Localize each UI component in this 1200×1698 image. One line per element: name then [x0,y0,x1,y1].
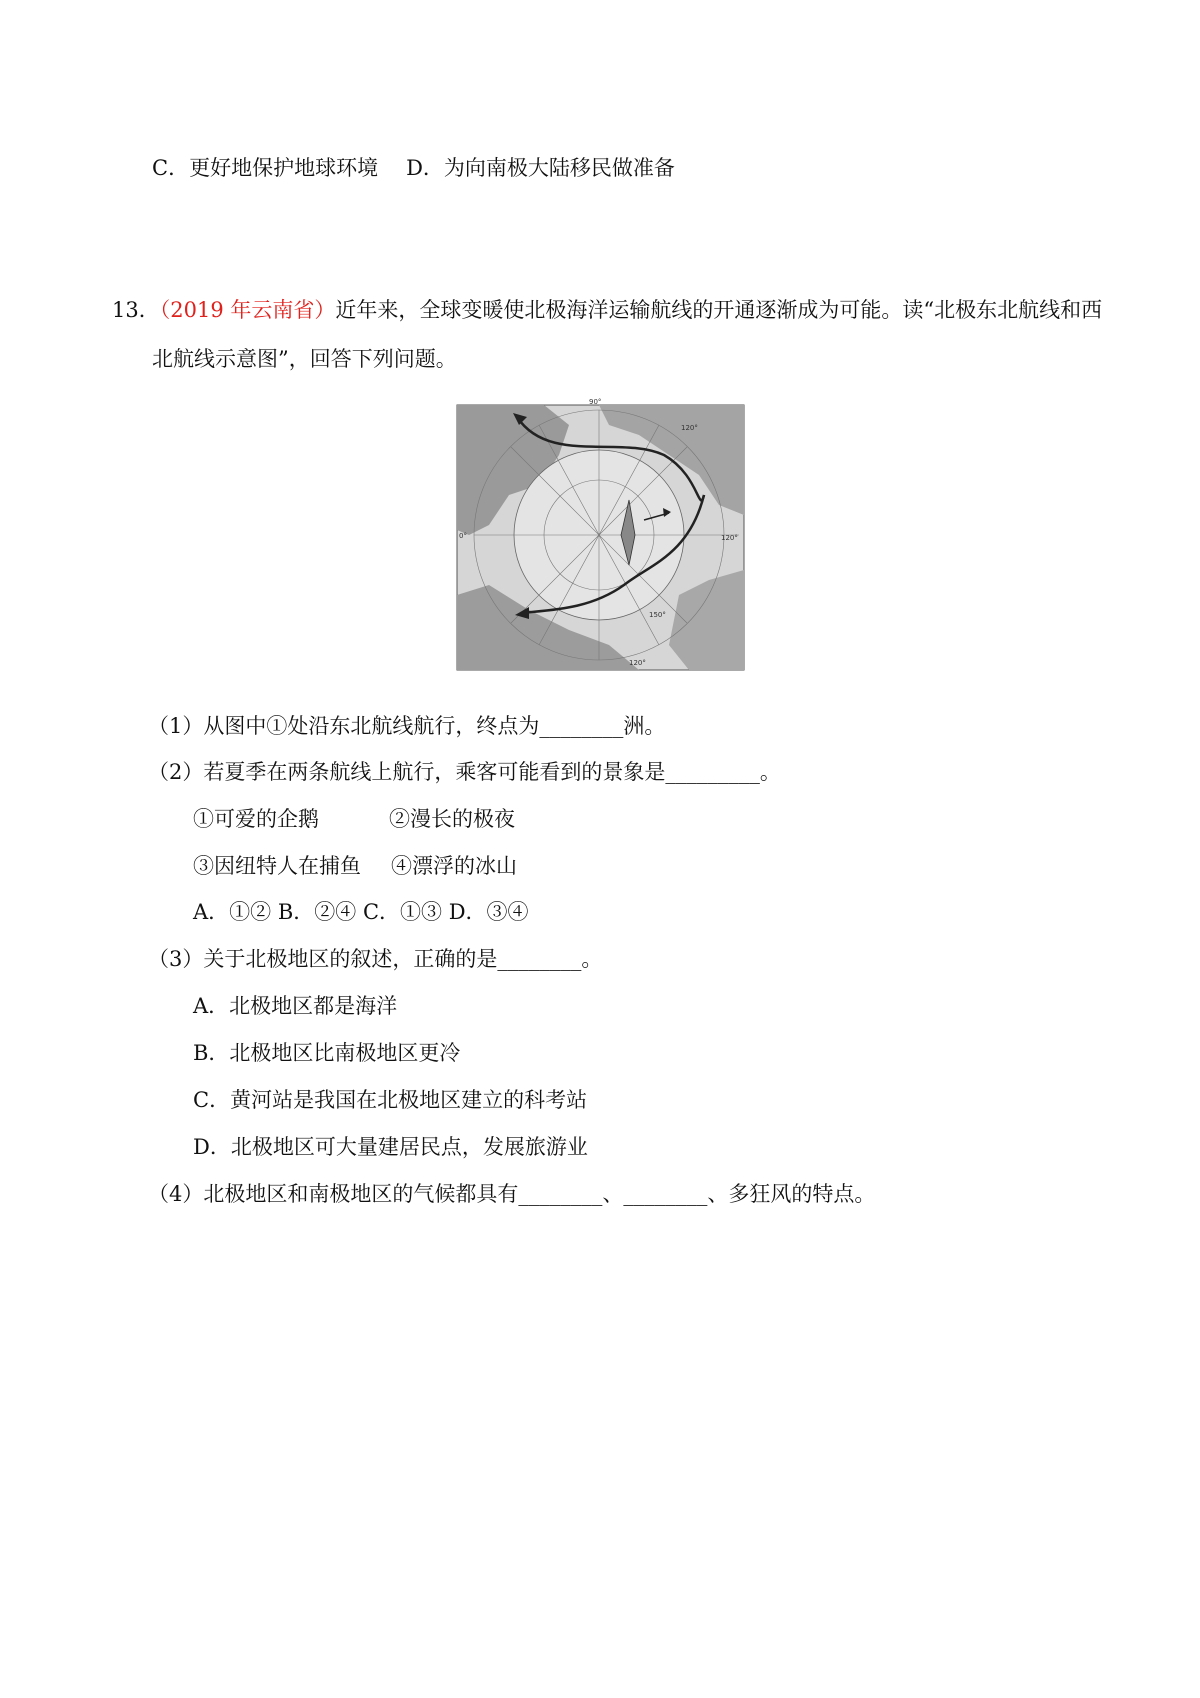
sub-question-1: （1）从图中①处沿东北航线航行，终点为________洲。 [148,714,666,738]
arctic-route-map-icon [449,395,749,675]
degree-label: 150° [649,611,666,619]
sub2-option-4: ④漂浮的冰山 [391,854,517,878]
sub3-option-d: D．北极地区可大量建居民点，发展旅游业 [193,1135,588,1159]
question-stem: 近年来，全球变暖使北极海洋运输航线的开通逐渐成为可能。读“北极东北航线和西 [335,298,1103,322]
degree-label: 120° [721,534,738,542]
option-c: C．更好地保护地球环境 [152,156,379,180]
degree-label: 120° [629,659,646,667]
sub2-option-2: ②漫长的极夜 [389,807,515,831]
sub2-choices: A．①② B．②④ C．①③ D．③④ [193,900,529,924]
question-13-stem-line1 [112,296,1102,324]
sub3-option-a: A．北极地区都是海洋 [193,994,398,1018]
degree-label: 120° [681,424,698,432]
sub-question-3: （3）关于北极地区的叙述，正确的是________。 [148,947,603,971]
option-d: D．为向南极大陆移民做准备 [406,156,675,180]
sub2-options-row2 [193,852,517,880]
degree-label: 0° [459,532,467,540]
sub-question-2: （2）若夏季在两条航线上航行，乘客可能看到的景象是_________。 [148,760,781,784]
degree-label: 90° [589,398,602,406]
sub2-options-row1 [193,805,515,833]
sub3-option-b: B．北极地区比南极地区更冷 [193,1041,461,1065]
sub2-option-3: ③因纽特人在捕鱼 [193,854,361,878]
sub3-option-c: C．黄河站是我国在北极地区建立的科考站 [193,1088,588,1112]
previous-question-options [152,154,675,182]
sub-question-4: （4）北极地区和南极地区的气候都具有________、________、多狂风的特点。 [148,1182,876,1206]
question-number: 13． [112,298,160,322]
sub2-option-1: ①可爱的企鹅 [193,807,319,831]
question-source: （2019 年云南省） [159,298,336,322]
question-13-stem-line2: 北航线示意图”，回答下列问题。 [152,347,457,371]
